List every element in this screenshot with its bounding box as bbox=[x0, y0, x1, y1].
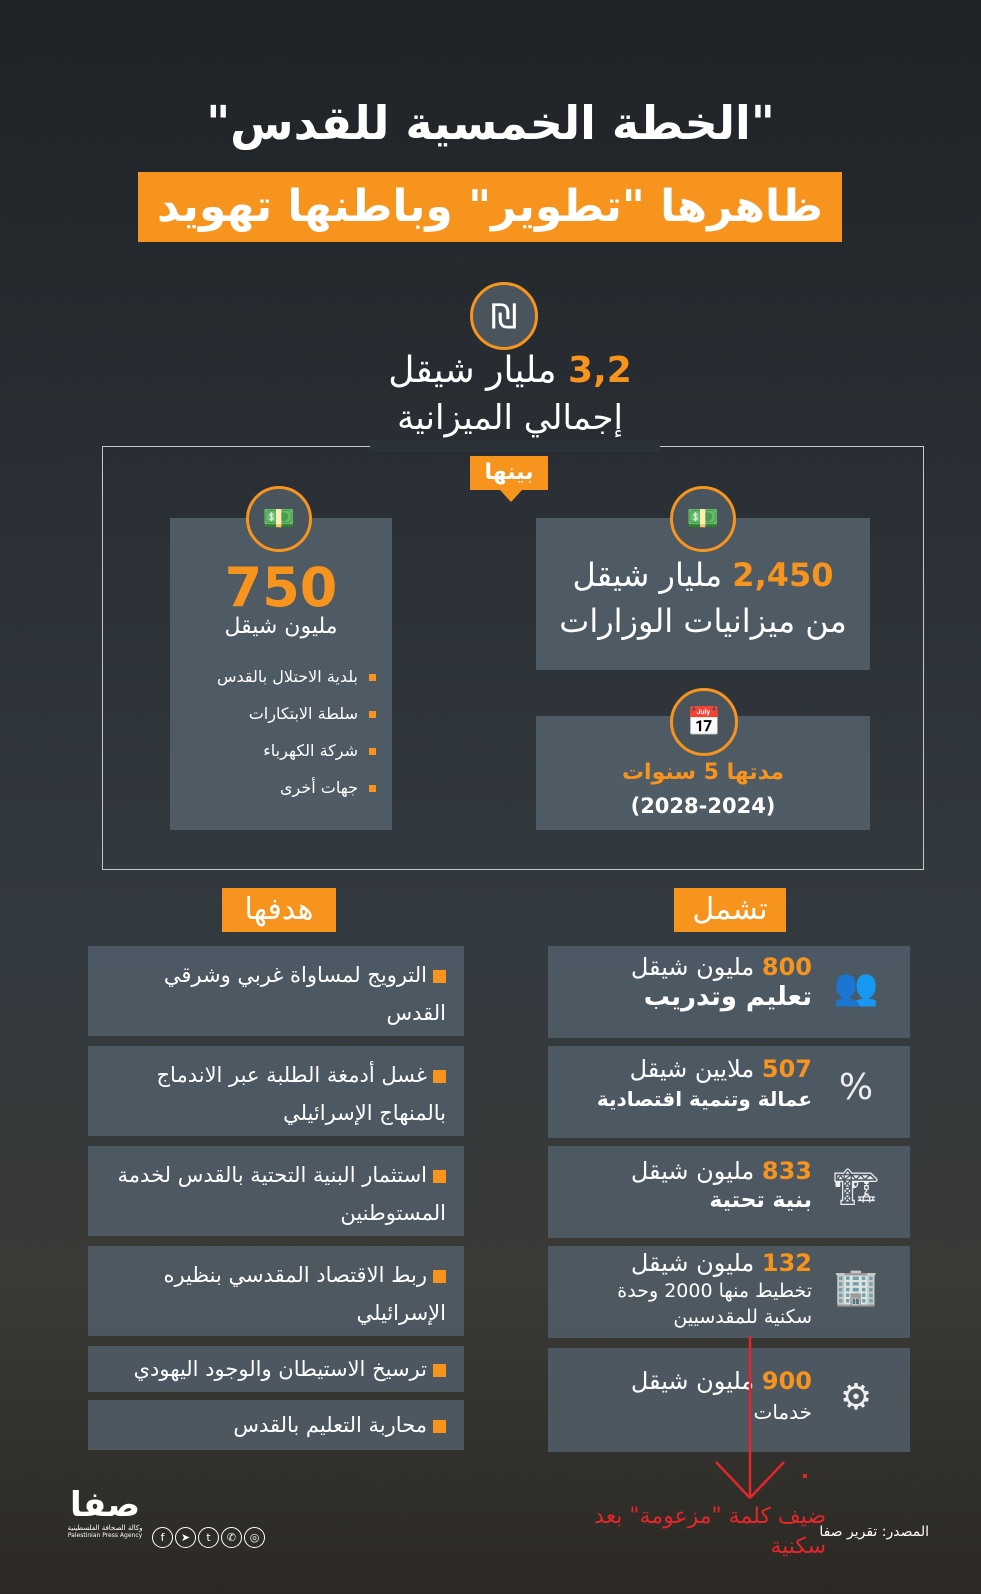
page-title: "الخطة الخمسية للقدس" bbox=[206, 96, 775, 150]
between-tag: بينها bbox=[470, 456, 548, 490]
money-icon: 💵 bbox=[670, 486, 736, 552]
duration-label: مدتها 5 سنوات bbox=[621, 760, 785, 785]
total-label: إجمالي الميزانية bbox=[397, 398, 623, 438]
list-item: سلطة الابتكارات bbox=[170, 704, 376, 723]
classroom-icon: 👥 bbox=[833, 967, 879, 1008]
total-amount: 3,2 مليار شيقل bbox=[388, 350, 632, 391]
telegram-icon[interactable]: ➤ bbox=[175, 1527, 196, 1548]
building-icon: 🏢 bbox=[833, 1267, 879, 1308]
goal-item: ترسيخ الاستيطان والوجود اليهودي bbox=[88, 1346, 464, 1392]
includes-item: 👥 800 مليون شيقل تعليم وتدريب bbox=[548, 946, 910, 1038]
includes-item: 🏗 833 مليون شيقل بنية تحتية bbox=[548, 1146, 910, 1238]
source-credit: المصدر: تقرير صفا bbox=[819, 1524, 929, 1540]
local-amount: 750 bbox=[224, 556, 338, 619]
gear-icon: ⚙ bbox=[839, 1377, 873, 1418]
list-item: جهات أخرى bbox=[170, 778, 376, 797]
duration-years: (2028-2024) bbox=[630, 794, 776, 818]
annotation-note: ضيف كلمة "مزعومة" بعد سكنية bbox=[594, 1504, 826, 1559]
coins-percent-icon: % bbox=[838, 1067, 874, 1108]
between-tag-pointer bbox=[500, 490, 522, 502]
ministries-amount: 2,450 مليار شيقل bbox=[572, 556, 834, 594]
facebook-icon[interactable]: f bbox=[152, 1527, 173, 1548]
infrastructure-icon: 🏗 bbox=[833, 1167, 879, 1208]
annotation-dot bbox=[803, 1474, 807, 1478]
includes-item: 🏢 132 مليون شيقل تخطيط منها 2000 وحدة سكنية للمقدسيين bbox=[548, 1246, 910, 1338]
includes-item: ⚙ 900 مليون شيقل خدمات bbox=[548, 1348, 910, 1452]
agency-logo: صفا وكالة الصحافة الفلسطينية Palestinian Press Agency bbox=[67, 1485, 143, 1539]
goal-item: الترويج لمساواة غربي وشرقي القدس bbox=[88, 946, 464, 1036]
calendar-icon: 📅 bbox=[670, 688, 738, 756]
includes-tag: تشمل bbox=[674, 888, 786, 932]
goal-item: غسل أدمغة الطلبة عبر الاندماج بالمنهاج الإسرائيلي bbox=[88, 1046, 464, 1136]
whatsapp-icon[interactable]: ✆ bbox=[221, 1527, 242, 1548]
includes-item: % 507 ملايين شيقل عمالة وتنمية اقتصادية bbox=[548, 1046, 910, 1138]
shekel-icon: ₪ bbox=[470, 282, 538, 350]
ministries-label: من ميزانيات الوزارات bbox=[559, 602, 847, 640]
money-icon: 💵 bbox=[246, 486, 312, 552]
list-item: بلدية الاحتلال بالقدس bbox=[170, 667, 376, 686]
tumblr-icon[interactable]: t bbox=[198, 1527, 219, 1548]
local-list bbox=[170, 667, 376, 815]
goal-item: محاربة التعليم بالقدس bbox=[88, 1400, 464, 1450]
instagram-icon[interactable]: ◎ bbox=[244, 1527, 265, 1548]
annotation-arrow bbox=[700, 1336, 800, 1506]
goals-tag: هدفها bbox=[222, 888, 336, 932]
social-icons bbox=[150, 1526, 265, 1548]
goal-item: ربط الاقتصاد المقدسي بنظيره الإسرائيلي bbox=[88, 1246, 464, 1336]
local-unit: مليون شيقل bbox=[224, 614, 338, 639]
subtitle-banner: ظاهرها "تطوير" وباطنها تهويد bbox=[138, 172, 842, 242]
list-item: شركة الكهرباء bbox=[170, 741, 376, 760]
goal-item: استثمار البنية التحتية بالقدس لخدمة المستوطنين bbox=[88, 1146, 464, 1236]
